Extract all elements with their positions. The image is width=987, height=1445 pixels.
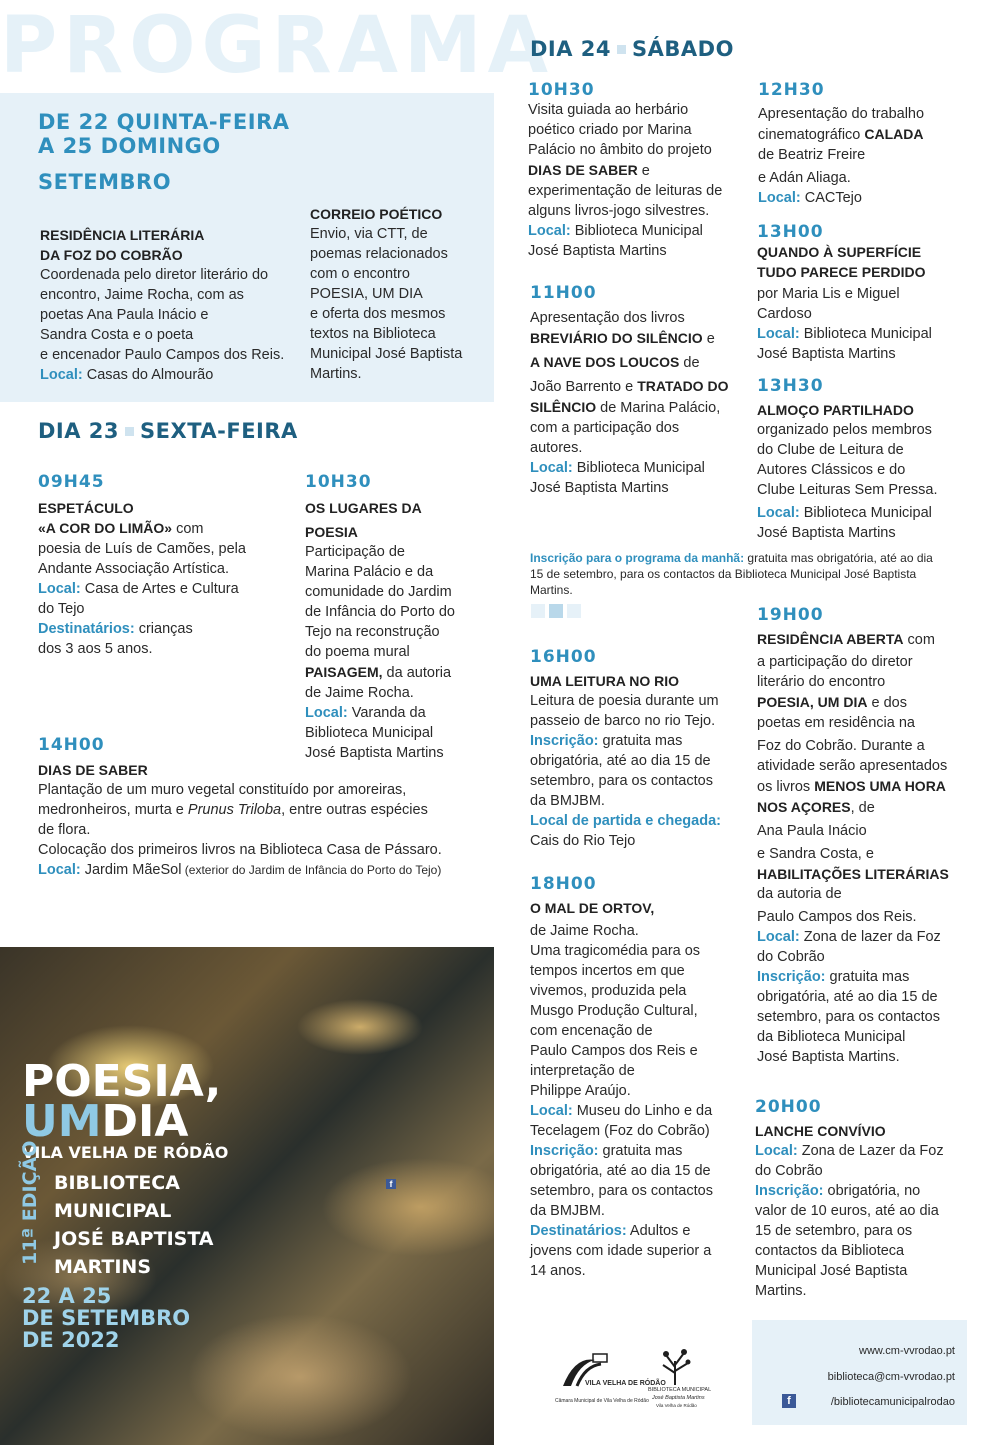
dest-label: Destinatários: xyxy=(38,621,135,637)
event-text: , entre outras espécies xyxy=(281,802,428,818)
event-text: vivemos, produzida pela xyxy=(530,983,687,999)
inscricao-value: setembro, para os contactos xyxy=(530,1183,713,1199)
local-value: José Baptista Martins xyxy=(528,243,667,259)
inscricao-value: obrigatória, no xyxy=(823,1183,921,1199)
event-text: poético criado por Marina xyxy=(528,122,692,138)
event-bold: A NAVE DOS LOUCOS xyxy=(530,354,680,370)
local-label: Local: xyxy=(40,367,83,383)
event-title: QUANDO À SUPERFÍCIE xyxy=(757,244,922,260)
event-time: 13H30 xyxy=(757,376,824,396)
event-text: tempos incertos em que xyxy=(530,963,685,979)
local-note: (exterior do Jardim de Infância do Porto do Tejo) xyxy=(181,863,442,877)
dest-value: dos 3 aos 5 anos. xyxy=(38,641,153,657)
dest-value: jovens com idade superior a xyxy=(530,1243,712,1259)
local-label: Local: xyxy=(38,581,81,597)
square-decor-icon xyxy=(549,604,563,618)
correio-line: com o encontro xyxy=(310,266,410,282)
inscricao-manha xyxy=(530,550,960,598)
poster-date-line: 22 A 25 xyxy=(22,1284,112,1308)
correio-line: Envio, via CTT, de xyxy=(310,226,428,242)
local-value: do Tejo xyxy=(38,601,85,617)
event-1300 xyxy=(757,222,972,364)
poster-venue-line: MUNICIPAL xyxy=(54,1200,172,1222)
residencia-title1: RESIDÊNCIA LITERÁRIA xyxy=(40,227,205,243)
event-time: 09H45 xyxy=(38,472,105,492)
inscricao-value: obrigatória, até ao dia 15 de xyxy=(530,753,711,769)
event-text: com xyxy=(172,521,204,537)
local-value: Biblioteca Municipal xyxy=(305,725,434,741)
event-text: Palácio no âmbito do projeto xyxy=(528,142,712,158)
inscricao-label: Inscrição: xyxy=(530,733,599,749)
local-value: Casa de Artes e Cultura xyxy=(80,581,239,597)
event-1400 xyxy=(38,735,488,880)
event-title: «A COR DO LIMÃO» xyxy=(38,520,173,536)
event-text: cinematográfico xyxy=(758,127,865,143)
event-text: organizado pelos membros xyxy=(757,422,932,438)
local-label: Local: xyxy=(38,862,81,878)
event-1030-day23 xyxy=(305,472,490,763)
inscricao-value: gratuita mas xyxy=(825,969,910,985)
local-label: Local: xyxy=(757,326,800,342)
event-text: de flora. xyxy=(38,822,91,838)
residencia-line: Coordenada pelo diretor literário do xyxy=(40,267,269,283)
local-value: José Baptista Martins xyxy=(530,480,669,496)
bib-name: BIBLIOTECA MUNICIPAL xyxy=(648,1387,712,1393)
event-title: UMA LEITURA NO RIO xyxy=(530,673,680,689)
correio-line: poemas relacionados xyxy=(310,246,448,262)
event-bold: NOS AÇORES xyxy=(757,799,851,815)
event-text: a participação do diretor xyxy=(757,654,913,670)
inscricao-value: da BMJBM. xyxy=(530,793,605,809)
event-bold: POESIA, UM DIA xyxy=(757,694,868,710)
local-value: José Baptista Martins xyxy=(757,346,896,362)
day23-day: DIA 23 xyxy=(38,419,120,443)
correio-block xyxy=(310,204,490,384)
local-value: Biblioteca Municipal xyxy=(799,326,932,342)
inscricao-value: setembro, para os contactos xyxy=(757,1009,940,1025)
local-value: José Baptista Martins xyxy=(757,525,896,541)
event-bold: BREVIÁRIO DO SILÊNCIO xyxy=(530,330,703,346)
website-link[interactable]: www.cm-vvrodao.pt xyxy=(859,1345,955,1357)
event-text: medronheiros, murta e xyxy=(38,802,188,818)
event-bold: RESIDÊNCIA ABERTA xyxy=(757,631,904,647)
event-bold: TRATADO DO xyxy=(637,378,729,394)
facebook-icon[interactable]: f xyxy=(782,1394,796,1408)
event-text: Apresentação dos livros xyxy=(530,310,685,326)
event-text: Visita guiada ao herbário xyxy=(528,102,689,118)
event-text: passeio de barco no rio Tejo. xyxy=(530,713,716,729)
event-text: Apresentação do trabalho xyxy=(758,106,925,122)
event-text: e Sandra Costa, e xyxy=(757,846,874,862)
event-text: por Maria Lis e Miguel xyxy=(757,286,900,302)
contacts-box xyxy=(752,1320,967,1425)
event-1230 xyxy=(758,80,973,208)
local-label: Local: xyxy=(528,223,571,239)
event-2000 xyxy=(755,1097,970,1301)
inscricao-label: Inscrição: xyxy=(757,969,826,985)
facebook-icon: f xyxy=(386,1179,396,1189)
dest-value: 14 anos. xyxy=(530,1263,586,1279)
event-title: LANCHE CONVÍVIO xyxy=(755,1123,886,1139)
local-label: Local: xyxy=(530,460,573,476)
inscricao-value: Martins. xyxy=(530,583,573,597)
event-text: Andante Associação Artística. xyxy=(38,561,230,577)
correio-title: CORREIO POÉTICO xyxy=(310,206,443,222)
day23-heading xyxy=(38,418,298,444)
local-value: do Cobrão xyxy=(757,949,825,965)
event-title: TUDO PARECE PERDIDO xyxy=(757,264,926,280)
local-value: Jardim MãeSol xyxy=(80,862,182,878)
day24-weekday: SÁBADO xyxy=(632,37,734,61)
event-time: 16H00 xyxy=(530,647,597,667)
event-text: de Beatriz Freire xyxy=(758,147,866,163)
correio-line: Martins. xyxy=(310,366,362,382)
event-text: do poema mural xyxy=(305,644,410,660)
event-text: Paulo Campos dos Reis. xyxy=(757,909,917,925)
local-value: Zona de Lazer da Foz xyxy=(797,1143,944,1159)
event-text: Paulo Campos dos Reis e xyxy=(530,1043,698,1059)
event-text: Uma tragicomédia para os xyxy=(530,943,701,959)
inscricao-value: obrigatória, até ao dia 15 de xyxy=(757,989,938,1005)
intro-month: SETEMBRO xyxy=(38,170,172,194)
correio-line: e oferta dos mesmos xyxy=(310,306,446,322)
local-value: Tecelagem (Foz do Cobrão) xyxy=(530,1123,710,1139)
vvr-sub: Câmara Municipal de Vila Velha de Ródão xyxy=(555,1398,649,1404)
event-bold: CALADA xyxy=(864,126,924,142)
event-1030-day24 xyxy=(528,80,743,261)
event-text: e dos xyxy=(867,695,907,711)
local-value: CACTejo xyxy=(800,190,862,206)
event-title: DIAS DE SABER xyxy=(38,762,148,778)
event-text: Colocação dos primeiros livros na Biblioteca Casa de Pássaro. xyxy=(38,842,442,858)
inscricao-value: obrigatória, até ao dia 15 de xyxy=(530,1163,711,1179)
event-text: autores. xyxy=(530,440,583,456)
inscricao-value: Municipal José Baptista xyxy=(755,1263,908,1279)
inscricao-value: contactos da Biblioteca xyxy=(755,1243,905,1259)
event-text: alguns livros-jogo silvestres. xyxy=(528,203,710,219)
event-time: 11H00 xyxy=(530,283,597,303)
event-text: Clube Leituras Sem Pressa. xyxy=(757,482,938,498)
poster-title2 xyxy=(22,1096,189,1147)
event-text: os livros xyxy=(757,779,815,795)
event-text: Musgo Produção Cultural, xyxy=(530,1003,698,1019)
square-divider-icon xyxy=(125,427,134,436)
day23-weekday: SEXTA-FEIRA xyxy=(140,419,298,443)
event-text: e xyxy=(702,331,715,347)
poster-venue xyxy=(54,1169,214,1281)
local-label: Local: xyxy=(757,505,800,521)
local-label: Local: xyxy=(755,1143,798,1159)
local-label: Local: xyxy=(757,929,800,945)
local-label: Local: xyxy=(305,705,348,721)
inscricao-value: da Biblioteca Municipal xyxy=(757,1029,906,1045)
local-value: Biblioteca Municipal xyxy=(799,505,932,521)
event-1100 xyxy=(530,283,745,498)
inscricao-value: Martins. xyxy=(755,1283,807,1299)
event-text: e xyxy=(637,163,650,179)
event-0945 xyxy=(38,472,288,659)
event-text: Autores Clássicos e do xyxy=(757,462,906,478)
residencia-line: poetas Ana Paula Inácio e xyxy=(40,307,209,323)
event-text: Leitura de poesia durante um xyxy=(530,693,719,709)
intro-date-line2: A 25 DOMINGO xyxy=(38,134,221,158)
event-time: 14H00 xyxy=(38,735,105,755)
local-value: Casas do Almourão xyxy=(82,367,214,383)
event-text: de Marina Palácio, xyxy=(596,400,721,416)
day24-heading xyxy=(530,36,734,62)
event-text: da autoria xyxy=(382,665,452,681)
inscricao-value: gratuita mas xyxy=(598,1143,683,1159)
event-text: Ana Paula Inácio xyxy=(757,823,867,839)
poster-title2a: UM xyxy=(22,1096,102,1147)
tree-icon xyxy=(648,1345,703,1385)
event-text: literário do encontro xyxy=(757,674,886,690)
poster-title1: POESIA, xyxy=(22,1056,222,1107)
event-text: de Jaime Rocha. xyxy=(530,923,639,939)
day24-day: DIA 24 xyxy=(530,37,612,61)
residencia-title2: DA FOZ DO COBRÃO xyxy=(40,247,183,263)
residencia-line: encontro, Jaime Rocha, com as xyxy=(40,287,244,303)
event-title: OS LUGARES DA xyxy=(305,500,422,516)
inscricao-label: Inscrição: xyxy=(530,1143,599,1159)
partida-value: Cais do Rio Tejo xyxy=(530,833,636,849)
partida-label: Local de partida e chegada: xyxy=(530,813,721,829)
event-title: O MAL DE ORTOV, xyxy=(530,900,655,916)
event-italic: Prunus Triloba xyxy=(187,802,282,818)
event-time: 19H00 xyxy=(757,605,824,625)
inscricao-value: 15 de setembro, para os xyxy=(755,1223,913,1239)
event-bold: PAISAGEM, xyxy=(305,664,383,680)
event-bold: SILÊNCIO xyxy=(530,399,597,415)
residencia-line: e encenador Paulo Campos dos Reis. xyxy=(40,347,285,363)
event-title: ALMOÇO PARTILHADO xyxy=(757,402,914,418)
square-decor-icon xyxy=(531,604,545,618)
email-link[interactable]: biblioteca@cm-vvrodao.pt xyxy=(827,1371,955,1383)
event-text: Cardoso xyxy=(757,306,812,322)
event-time: 10H30 xyxy=(305,472,372,492)
inscricao-value: José Baptista Martins. xyxy=(757,1049,900,1065)
event-bold: HABILITAÇÕES LITERÁRIAS xyxy=(757,866,949,882)
poster-venue-line: BIBLIOTECA xyxy=(54,1172,180,1194)
event-1800 xyxy=(530,874,745,1281)
poster-edition: 11ª EDIÇÃO xyxy=(19,1140,41,1265)
event-time: 10H30 xyxy=(528,80,595,100)
event-text: e Adán Aliaga. xyxy=(758,170,851,186)
correio-line: textos na Biblioteca xyxy=(310,326,436,342)
local-label: Local: xyxy=(530,1103,573,1119)
local-value: Biblioteca Municipal xyxy=(570,223,703,239)
vvr-name: VILA VELHA DE RÓDÃO xyxy=(585,1380,666,1387)
dest-value: crianças xyxy=(134,621,193,637)
event-1900 xyxy=(757,605,972,1067)
event-text: com xyxy=(903,632,935,648)
event-text: de Infância do Porto do xyxy=(305,604,455,620)
bib-sub: José Baptista Martins xyxy=(652,1395,705,1401)
local-value: Zona de lazer da Foz xyxy=(799,929,941,945)
intro-date-line1: DE 22 QUINTA-FEIRA xyxy=(38,110,290,134)
event-bold: MENOS UMA HORA xyxy=(814,778,946,794)
event-text: com a participação dos xyxy=(530,420,680,436)
event-text: da autoria de xyxy=(757,886,842,902)
square-decor-icon xyxy=(567,604,581,618)
inscricao-value: da BMJBM. xyxy=(530,1203,605,1219)
poster-venue-line: JOSÉ BAPTISTA xyxy=(54,1228,214,1250)
inscricao-value: gratuita mas obrigatória, até ao dia xyxy=(744,551,933,565)
event-text: Plantação de um muro vegetal constituído por amoreiras, xyxy=(38,782,407,798)
local-value: Museu do Linho e da xyxy=(572,1103,713,1119)
event-text: do Clube de Leitura de xyxy=(757,442,904,458)
local-value: José Baptista Martins xyxy=(305,745,444,761)
inscricao-label: Inscrição para o programa da manhã: xyxy=(530,551,745,565)
event-time: 13H00 xyxy=(757,222,824,242)
facebook-link[interactable]: /bibliotecamunicipalrodao xyxy=(830,1396,955,1408)
dest-value: Adultos e xyxy=(626,1223,691,1239)
page-title: PROGRAMA xyxy=(0,1,554,91)
event-1600 xyxy=(530,647,745,851)
local-value: Varanda da xyxy=(347,705,426,721)
inscricao-value: 15 de setembro, para os contactos da Biblioteca Municipal José Baptista xyxy=(530,567,917,581)
event-text: atividade serão apresentados xyxy=(757,758,948,774)
event-time: 18H00 xyxy=(530,874,597,894)
poster-dates xyxy=(22,1285,190,1351)
poster-place: VILA VELHA DE RÓDÃO xyxy=(22,1143,229,1162)
local-value: do Cobrão xyxy=(755,1163,823,1179)
poster-date-line: DE SETEMBRO xyxy=(22,1306,191,1330)
event-text: comunidade do Jardim xyxy=(305,584,452,600)
residencia-block xyxy=(40,225,310,385)
event-text: Foz do Cobrão. Durante a xyxy=(757,738,925,754)
event-title: POESIA xyxy=(305,524,358,540)
inscricao-value: setembro, para os contactos xyxy=(530,773,713,789)
event-1330 xyxy=(757,376,972,543)
dest-label: Destinatários: xyxy=(530,1223,627,1239)
event-text: Participação de xyxy=(305,544,405,560)
poster-venue-line: MARTINS xyxy=(54,1256,152,1278)
event-text: de Jaime Rocha. xyxy=(305,685,414,701)
event-text: experimentação de leituras de xyxy=(528,183,723,199)
event-text: poesia de Luís de Camões, pela xyxy=(38,541,246,557)
correio-line: Municipal José Baptista xyxy=(310,346,463,362)
event-text: João Barrento e xyxy=(530,379,638,395)
event-text: de xyxy=(679,355,700,371)
inscricao-value: valor de 10 euros, até ao dia xyxy=(755,1203,939,1219)
poster-date-line: DE 2022 xyxy=(22,1328,120,1352)
event-text: Tejo na reconstrução xyxy=(305,624,440,640)
residencia-line: Sandra Costa e o poeta xyxy=(40,327,194,343)
inscricao-label: Inscrição: xyxy=(755,1183,824,1199)
event-text: Marina Palácio e da xyxy=(305,564,434,580)
local-value: Biblioteca Municipal xyxy=(572,460,705,476)
event-bold: DIAS DE SABER xyxy=(528,162,638,178)
biblioteca-logo xyxy=(648,1345,712,1415)
event-text: , de xyxy=(850,800,875,816)
poster-title2b: DIA xyxy=(101,1096,189,1147)
poster-photo xyxy=(0,947,494,1445)
event-text: poetas em residência na xyxy=(757,715,915,731)
event-time: 20H00 xyxy=(755,1097,822,1117)
vvr-logo xyxy=(555,1352,666,1412)
local-label: Local: xyxy=(758,190,801,206)
event-time: 12H30 xyxy=(758,80,825,100)
event-text: com encenação de xyxy=(530,1023,653,1039)
event-text: Philippe Araújo. xyxy=(530,1083,631,1099)
event-title: ESPETÁCULO xyxy=(38,500,134,516)
inscricao-value: gratuita mas xyxy=(598,733,683,749)
bib-sub2: Vila Velha de Ródão xyxy=(656,1403,697,1408)
square-divider-icon xyxy=(617,45,626,54)
event-text: interpretação de xyxy=(530,1063,635,1079)
correio-line: POESIA, UM DIA xyxy=(310,286,423,302)
